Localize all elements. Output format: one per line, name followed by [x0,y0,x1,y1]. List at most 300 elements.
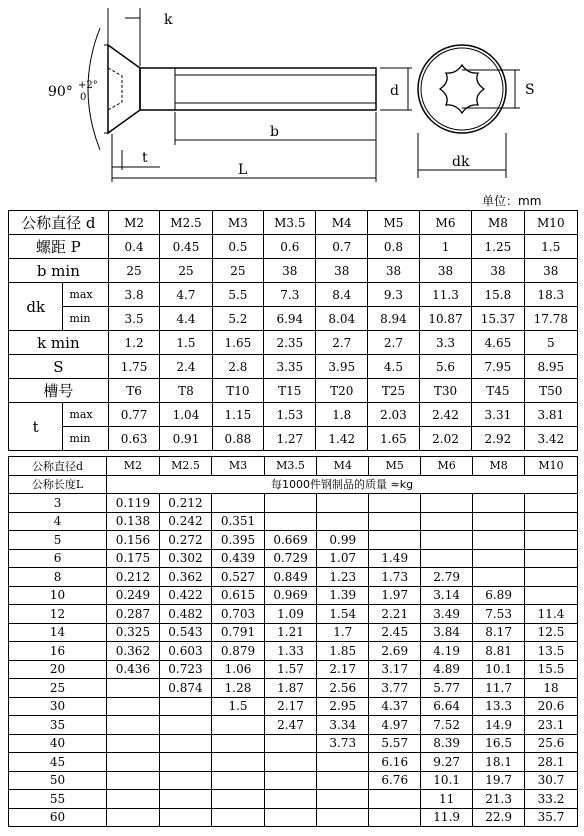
mass-cell: 0.395 [212,531,265,550]
label-L: L [238,162,248,178]
mass-cell: 23.1 [525,716,578,735]
spec-cell: 4.5 [368,355,420,379]
spec-header-label: 公称直径 d [9,211,109,235]
mass-length: 20 [9,660,107,679]
mass-cell: 33.2 [525,790,578,809]
mass-cell: 15.5 [525,660,578,679]
spec-size-header: M2 [108,211,160,235]
mass-cell [264,771,317,790]
mass-row [9,716,578,735]
spec-row-sublabel: min [63,427,108,451]
mass-cell: 11.9 [421,808,473,827]
spec-cell: 38 [368,259,420,283]
mass-row [9,679,578,698]
mass-cell: 0.879 [212,642,265,661]
mass-cell: 1.73 [369,568,421,587]
mass-cell: 0.302 [159,549,212,568]
mass-cell: 7.52 [421,716,473,735]
mass-cell: 9.27 [421,753,473,772]
mass-cell [525,512,578,531]
mass-cell: 16.5 [473,734,525,753]
mass-caption: 每1000件钢制品的质量 ≈kg [107,475,578,494]
spec-cell: T50 [524,379,577,403]
mass-cell [107,734,160,753]
spec-row-label: 螺距 P [9,235,109,259]
spec-row [9,403,578,427]
mass-cell: 1.57 [264,660,317,679]
mass-cell [159,753,212,772]
spec-cell: 0.5 [212,235,264,259]
spec-cell: 1.04 [160,403,212,427]
mass-length: 30 [9,697,107,716]
mass-cell [525,568,578,587]
mass-cell [369,790,421,809]
spec-cell: 1.2 [108,331,160,355]
spec-size-header: M8 [472,211,524,235]
mass-row [9,623,578,642]
mass-cell [264,808,317,827]
spec-size-header: M6 [419,211,471,235]
mass-cell [159,771,212,790]
mass-cell [107,679,160,698]
label-S: S [525,82,535,98]
mass-length: 6 [9,549,107,568]
mass-cell: 0.175 [107,549,160,568]
mass-cell [317,753,369,772]
spec-cell: 1.25 [472,235,524,259]
spec-cell: 2.42 [419,403,471,427]
mass-cell [525,549,578,568]
spec-cell: 4.65 [472,331,524,355]
label-d: d [390,83,399,99]
mass-row [9,549,578,568]
spec-cell: 3.42 [524,427,577,451]
mass-cell: 2.17 [317,660,369,679]
label-dk: dk [452,154,470,170]
mass-cell: 0.422 [159,586,212,605]
mass-cell: 3.49 [421,605,473,624]
spec-cell: 25 [160,259,212,283]
mass-cell [107,716,160,735]
spec-cell: 3.95 [316,355,368,379]
label-tol-upper: +2° [78,80,98,91]
mass-length: 12 [9,605,107,624]
mass-cell: 6.89 [473,586,525,605]
spec-cell: 1.27 [264,427,316,451]
mass-cell [369,512,421,531]
mass-row [9,734,578,753]
mass-cell [525,531,578,550]
spec-cell: 18.3 [524,283,577,307]
mass-row [9,586,578,605]
spec-cell: 0.88 [212,427,264,451]
spec-size-header: M4 [316,211,368,235]
spec-cell: T10 [212,379,264,403]
mass-cell: 10.1 [473,660,525,679]
spec-cell: 1.8 [316,403,368,427]
mass-cell: 1.21 [264,623,317,642]
mass-length: 8 [9,568,107,587]
spec-cell: 7.95 [472,355,524,379]
mass-cell: 0.791 [212,623,265,642]
mass-size-header: M3.5 [264,457,317,476]
mass-cell [317,512,369,531]
mass-size-header: M2.5 [159,457,212,476]
mass-size-header: M2 [107,457,160,476]
mass-cell [421,549,473,568]
mass-cell [212,716,265,735]
mass-length-label: 公称长度L [9,475,107,494]
mass-cell: 0.543 [159,623,212,642]
mass-cell: 5.57 [369,734,421,753]
mass-size-header: M5 [369,457,421,476]
mass-cell [212,808,265,827]
mass-cell: 0.362 [159,568,212,587]
spec-cell: 1.15 [212,403,264,427]
spec-cell: 38 [419,259,471,283]
mass-cell: 4.19 [421,642,473,661]
mass-cell [212,494,265,513]
mass-cell: 6.16 [369,753,421,772]
mass-cell: 0.439 [212,549,265,568]
mass-cell: 2.47 [264,716,317,735]
mass-cell: 12.5 [525,623,578,642]
label-tol-lower: 0 [80,92,87,103]
mass-row [9,660,578,679]
mass-cell: 0.603 [159,642,212,661]
spec-cell: 1.5 [524,235,577,259]
spec-cell: 8.95 [524,355,577,379]
mass-cell [159,808,212,827]
mass-cell: 30.7 [525,771,578,790]
spec-cell: 2.02 [419,427,471,451]
spec-cell: 38 [264,259,316,283]
spec-cell: 7.3 [264,283,316,307]
mass-cell: 3.17 [369,660,421,679]
mass-cell: 2.17 [264,697,317,716]
mass-cell: 22.9 [473,808,525,827]
spec-row-label: t [9,403,63,451]
spec-cell: 3.81 [524,403,577,427]
mass-cell: 0.212 [159,494,212,513]
mass-cell: 3.73 [317,734,369,753]
mass-length: 4 [9,512,107,531]
mass-cell: 4.97 [369,716,421,735]
mass-cell [212,753,265,772]
mass-cell: 6.64 [421,697,473,716]
spec-cell: 2.03 [368,403,420,427]
spec-row [9,307,578,331]
mass-cell: 0.482 [159,605,212,624]
mass-cell: 11.4 [525,605,578,624]
mass-length: 35 [9,716,107,735]
spec-cell: 4.4 [160,307,212,331]
mass-cell: 0.156 [107,531,160,550]
mass-cell: 3.77 [369,679,421,698]
spec-size-header: M2.5 [160,211,212,235]
spec-cell: 1.53 [264,403,316,427]
spec-cell: 1.65 [212,331,264,355]
spec-cell: 38 [316,259,368,283]
spec-cell: 5 [524,331,577,355]
mass-cell: 0.615 [212,586,265,605]
mass-cell: 1.06 [212,660,265,679]
spec-row-sublabel: max [63,283,108,307]
spec-row [9,283,578,307]
mass-cell: 0.138 [107,512,160,531]
mass-cell [473,531,525,550]
mass-cell: 4.37 [369,697,421,716]
spec-cell: 2.7 [368,331,420,355]
mass-length: 16 [9,642,107,661]
spec-cell: 2.92 [472,427,524,451]
mass-length: 50 [9,771,107,790]
mass-length: 14 [9,623,107,642]
mass-cell: 0.119 [107,494,160,513]
mass-cell: 1.97 [369,586,421,605]
spec-cell: 15.8 [472,283,524,307]
mass-cell [107,808,160,827]
spec-cell: 0.77 [108,403,160,427]
spec-cell: 11.3 [419,283,471,307]
mass-length: 45 [9,753,107,772]
spec-row-sublabel: min [63,307,108,331]
mass-row [9,531,578,550]
spec-row-label: b min [9,259,109,283]
mass-cell: 18.1 [473,753,525,772]
spec-table [8,210,578,451]
mass-cell: 1.23 [317,568,369,587]
spec-cell: 0.4 [108,235,160,259]
mass-cell [107,753,160,772]
mass-cell: 1.5 [212,697,265,716]
spec-row [9,355,578,379]
mass-cell: 14.9 [473,716,525,735]
mass-row [9,790,578,809]
mass-cell: 0.287 [107,605,160,624]
mass-cell: 1.09 [264,605,317,624]
mass-cell: 1.33 [264,642,317,661]
spec-cell: 3.35 [264,355,316,379]
mass-cell: 11 [421,790,473,809]
mass-cell: 10.1 [421,771,473,790]
mass-cell: 6.76 [369,771,421,790]
spec-row-label: dk [9,283,63,331]
spec-cell: T8 [160,379,212,403]
mass-cell: 7.53 [473,605,525,624]
mass-caption-row [9,475,578,494]
mass-size-header: M3 [212,457,265,476]
mass-cell: 2.56 [317,679,369,698]
mass-cell: 0.703 [212,605,265,624]
mass-cell [159,716,212,735]
mass-row [9,697,578,716]
mass-cell [212,734,265,753]
mass-cell [473,568,525,587]
spec-cell: 8.94 [368,307,420,331]
label-angle: 90° [48,84,73,100]
mass-cell: 35.7 [525,808,578,827]
mass-cell [264,512,317,531]
mass-cell: 1.07 [317,549,369,568]
mass-cell: 13.5 [525,642,578,661]
mass-length: 25 [9,679,107,698]
spec-cell: T30 [419,379,471,403]
mass-row [9,568,578,587]
mass-row [9,771,578,790]
label-b: b [270,124,279,140]
mass-cell [264,494,317,513]
mass-row [9,512,578,531]
spec-cell: 5.2 [212,307,264,331]
mass-cell [107,697,160,716]
mass-cell [473,512,525,531]
spec-cell: 2.8 [212,355,264,379]
mass-cell: 0.527 [212,568,265,587]
spec-cell: 4.7 [160,283,212,307]
spec-cell: 17.78 [524,307,577,331]
mass-cell: 1.85 [317,642,369,661]
mass-cell: 2.45 [369,623,421,642]
spec-cell: 3.8 [108,283,160,307]
spec-cell: 0.63 [108,427,160,451]
mass-cell [369,494,421,513]
spec-cell: 8.4 [316,283,368,307]
mass-cell [159,697,212,716]
mass-cell: 2.21 [369,605,421,624]
mass-cell [421,512,473,531]
spec-cell: 0.45 [160,235,212,259]
spec-cell: 2.35 [264,331,316,355]
mass-length: 55 [9,790,107,809]
mass-length: 60 [9,808,107,827]
spec-cell: 9.3 [368,283,420,307]
spec-cell: T15 [264,379,316,403]
mass-cell: 0.362 [107,642,160,661]
mass-length: 3 [9,494,107,513]
spec-cell: 2.7 [316,331,368,355]
mass-cell: 21.3 [473,790,525,809]
mass-cell [525,494,578,513]
mass-cell: 1.87 [264,679,317,698]
mass-cell [107,771,160,790]
mass-cell: 0.874 [159,679,212,698]
spec-cell: 1.5 [160,331,212,355]
mass-cell: 19.7 [473,771,525,790]
spec-cell: 1.65 [368,427,420,451]
mass-cell [369,531,421,550]
mass-length: 10 [9,586,107,605]
mass-header-row [9,457,578,476]
mass-cell [317,808,369,827]
spec-cell: 38 [524,259,577,283]
mass-cell: 2.69 [369,642,421,661]
label-k: k [164,12,173,28]
mass-cell [317,771,369,790]
mass-cell [473,494,525,513]
spec-row-label: 槽号 [9,379,109,403]
mass-cell: 0.969 [264,586,317,605]
spec-cell: 3.3 [419,331,471,355]
spec-row [9,259,578,283]
spec-row [9,427,578,451]
mass-cell [317,494,369,513]
spec-cell: 5.5 [212,283,264,307]
mass-row [9,808,578,827]
mass-length: 5 [9,531,107,550]
mass-cell [264,790,317,809]
mass-row [9,642,578,661]
mass-cell [212,771,265,790]
spec-row-label: S [9,355,109,379]
spec-size-header: M3.5 [264,211,316,235]
spec-cell: 10.87 [419,307,471,331]
spec-size-header: M10 [524,211,577,235]
spec-size-header: M3 [212,211,264,235]
spec-cell: 3.5 [108,307,160,331]
mass-cell: 0.669 [264,531,317,550]
spec-cell: 3.31 [472,403,524,427]
spec-cell: 1.75 [108,355,160,379]
spec-row [9,235,578,259]
spec-size-header: M5 [368,211,420,235]
mass-cell: 0.849 [264,568,317,587]
mass-row [9,494,578,513]
spec-cell: T20 [316,379,368,403]
screw-drawing [0,0,584,193]
mass-cell: 1.28 [212,679,265,698]
mass-length: 40 [9,734,107,753]
mass-cell [525,586,578,605]
mass-cell: 1.7 [317,623,369,642]
mass-cell: 2.95 [317,697,369,716]
spec-cell: 8.04 [316,307,368,331]
mass-cell: 11.7 [473,679,525,698]
mass-cell: 8.39 [421,734,473,753]
spec-cell: 2.4 [160,355,212,379]
mass-cell [317,790,369,809]
spec-cell: T6 [108,379,160,403]
mass-table [8,456,578,827]
mass-cell [421,531,473,550]
mass-cell [369,808,421,827]
mass-cell: 13.3 [473,697,525,716]
mass-cell [107,790,160,809]
mass-cell: 3.84 [421,623,473,642]
spec-cell: 1.42 [316,427,368,451]
mass-cell: 4.89 [421,660,473,679]
mass-cell: 0.436 [107,660,160,679]
mass-row [9,605,578,624]
spec-cell: 6.94 [264,307,316,331]
spec-cell: 38 [472,259,524,283]
mass-cell [159,734,212,753]
spec-row-sublabel: max [63,403,108,427]
spec-cell: T25 [368,379,420,403]
mass-cell: 0.723 [159,660,212,679]
spec-cell: 0.91 [160,427,212,451]
mass-cell: 0.99 [317,531,369,550]
spec-row [9,331,578,355]
spec-cell: T45 [472,379,524,403]
spec-cell: 25 [212,259,264,283]
mass-cell [264,734,317,753]
mass-diameter-label: 公称直径d [9,457,107,476]
mass-cell: 0.729 [264,549,317,568]
mass-cell: 0.272 [159,531,212,550]
spec-header-row [9,211,578,235]
mass-cell: 8.17 [473,623,525,642]
